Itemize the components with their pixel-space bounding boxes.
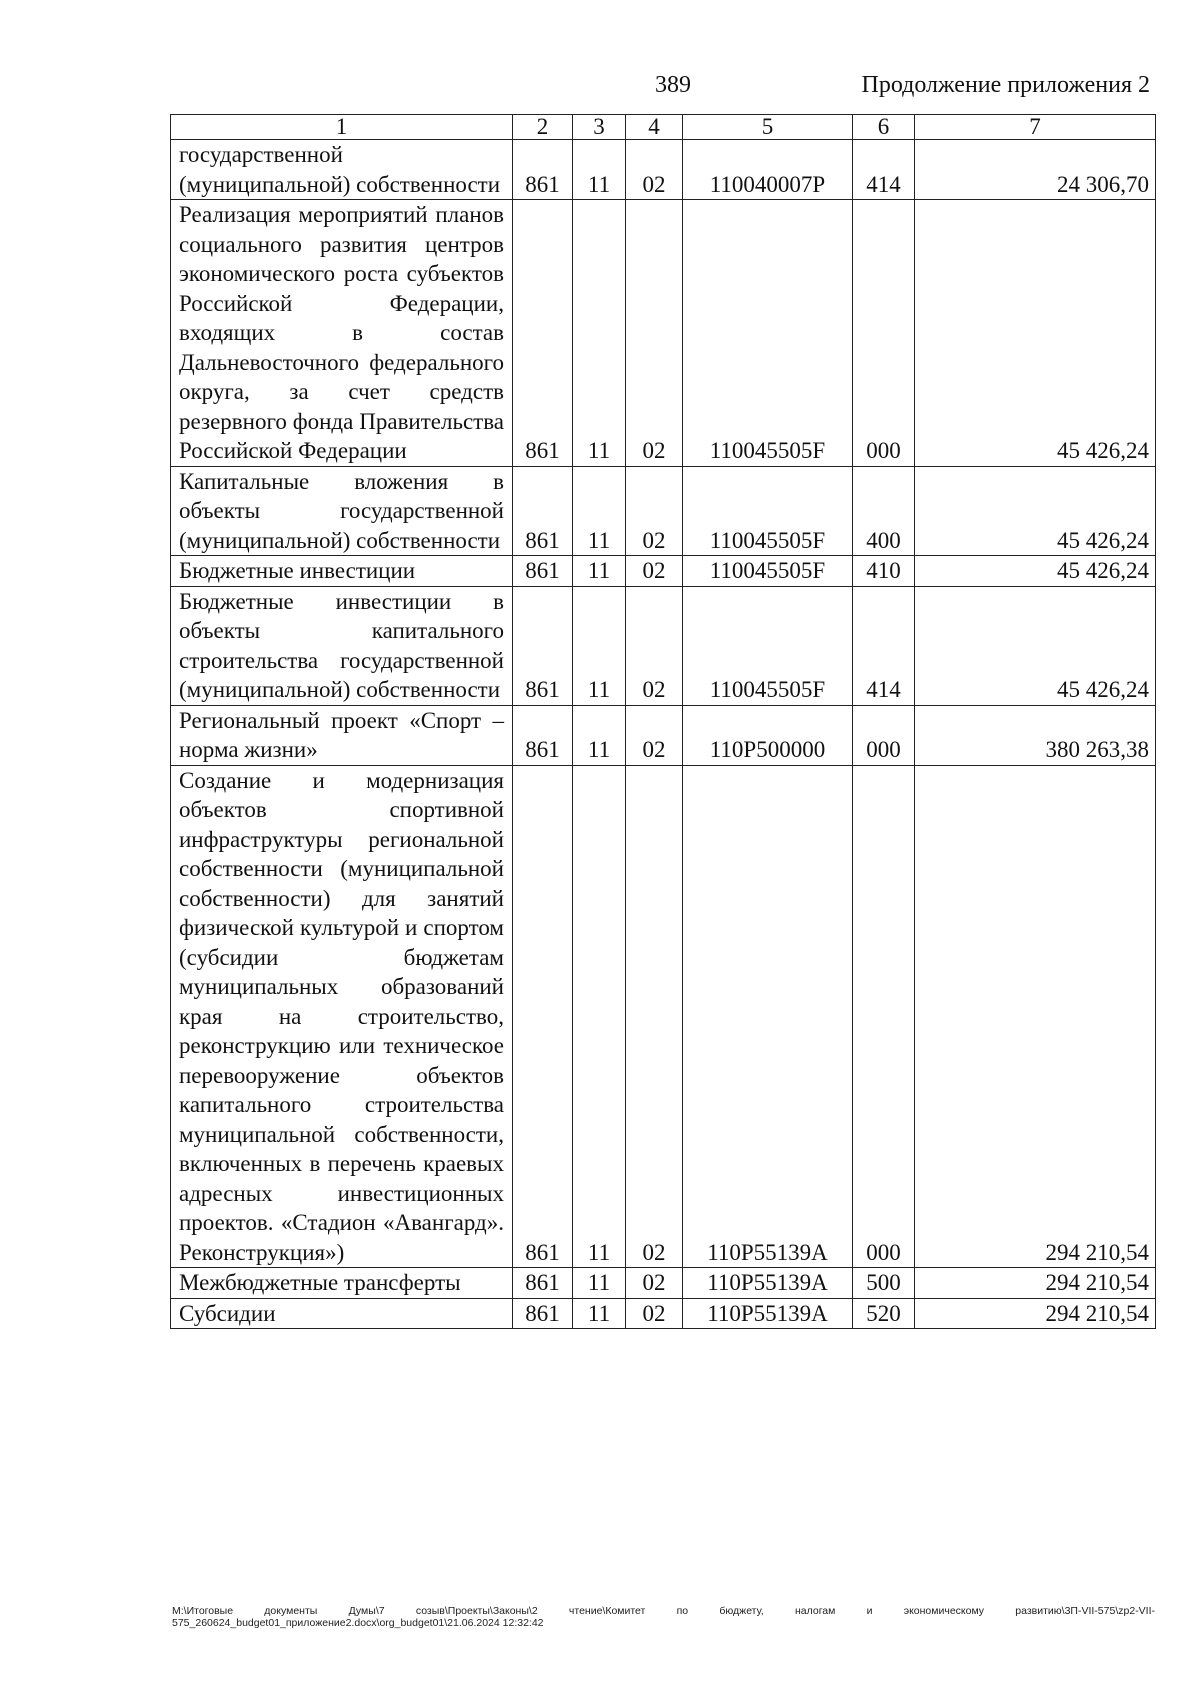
cell-expense-type: 400 bbox=[853, 466, 915, 556]
cell-amount: 294 210,54 bbox=[915, 765, 1156, 1268]
document-file-path-footer: M:\Итоговые документы Думы\7 созыв\Проекты\Законы\2 чтение\Комитет по бюджету, налогам и экономическому развитию\3П-VII-575\zp2-VII-575_260624_budget01_приложение2.docx\org_budget01\21.06.2024 12:32:42 bbox=[172, 1605, 1155, 1629]
row-name: Бюджетные инвестиции bbox=[171, 556, 513, 587]
cell-section: 11 bbox=[573, 140, 626, 200]
cell-section: 11 bbox=[573, 705, 626, 765]
cell-target-article: 110045505F bbox=[683, 466, 853, 556]
cell-section: 11 bbox=[573, 466, 626, 556]
cell-amount: 380 263,38 bbox=[915, 705, 1156, 765]
cell-amount: 45 426,24 bbox=[915, 466, 1156, 556]
table-row bbox=[171, 140, 1156, 200]
cell-target-article: 110045505F bbox=[683, 200, 853, 467]
cell-expense-type: 410 bbox=[853, 556, 915, 587]
cell-expense-type: 000 bbox=[853, 705, 915, 765]
cell-amount: 294 210,54 bbox=[915, 1298, 1156, 1329]
table-row bbox=[171, 556, 1156, 587]
cell-ministry-code: 861 bbox=[513, 556, 573, 587]
table-row bbox=[171, 1298, 1156, 1329]
cell-subsection: 02 bbox=[626, 1268, 683, 1299]
table-row bbox=[171, 200, 1156, 467]
table-header-row bbox=[171, 115, 1156, 140]
column-header: 3 bbox=[573, 115, 626, 140]
table-row bbox=[171, 586, 1156, 705]
cell-ministry-code: 861 bbox=[513, 765, 573, 1268]
cell-subsection: 02 bbox=[626, 705, 683, 765]
cell-ministry-code: 861 bbox=[513, 1298, 573, 1329]
cell-section: 11 bbox=[573, 1298, 626, 1329]
cell-expense-type: 000 bbox=[853, 765, 915, 1268]
cell-target-article: 110045505F bbox=[683, 586, 853, 705]
column-header: 7 bbox=[915, 115, 1156, 140]
column-header: 2 bbox=[513, 115, 573, 140]
page-number: 389 bbox=[655, 72, 691, 98]
cell-amount: 24 306,70 bbox=[915, 140, 1156, 200]
cell-expense-type: 000 bbox=[853, 200, 915, 467]
cell-ministry-code: 861 bbox=[513, 705, 573, 765]
cell-target-article: 110P500000 bbox=[683, 705, 853, 765]
row-name: государственной (муниципальной) собственности bbox=[171, 140, 513, 200]
cell-subsection: 02 bbox=[626, 140, 683, 200]
cell-ministry-code: 861 bbox=[513, 586, 573, 705]
cell-amount: 294 210,54 bbox=[915, 1268, 1156, 1299]
appendix-continuation-label: Продолжение приложения 2 bbox=[861, 72, 1150, 98]
cell-subsection: 02 bbox=[626, 556, 683, 587]
cell-section: 11 bbox=[573, 1268, 626, 1299]
cell-target-article: 110045505F bbox=[683, 556, 853, 587]
column-header: 5 bbox=[683, 115, 853, 140]
table-row bbox=[171, 466, 1156, 556]
cell-ministry-code: 861 bbox=[513, 200, 573, 467]
row-name: Межбюджетные трансферты bbox=[171, 1268, 513, 1299]
cell-amount: 45 426,24 bbox=[915, 586, 1156, 705]
cell-amount: 45 426,24 bbox=[915, 200, 1156, 467]
cell-section: 11 bbox=[573, 586, 626, 705]
budget-table bbox=[170, 114, 1156, 1329]
row-name: Реализация мероприятий планов социального развития центров экономического роста субъектов Российской Федерации, входящих в состав Дальневосточного федерального округа, за счет средств резервного фонда Правительства Российской Федерации bbox=[171, 200, 513, 467]
cell-amount: 45 426,24 bbox=[915, 556, 1156, 587]
cell-subsection: 02 bbox=[626, 466, 683, 556]
cell-subsection: 02 bbox=[626, 586, 683, 705]
cell-expense-type: 500 bbox=[853, 1268, 915, 1299]
cell-subsection: 02 bbox=[626, 200, 683, 467]
cell-section: 11 bbox=[573, 556, 626, 587]
column-header: 4 bbox=[626, 115, 683, 140]
cell-ministry-code: 861 bbox=[513, 1268, 573, 1299]
column-header: 1 bbox=[171, 115, 513, 140]
table-row bbox=[171, 705, 1156, 765]
cell-section: 11 bbox=[573, 765, 626, 1268]
cell-target-article: 110040007P bbox=[683, 140, 853, 200]
table-row bbox=[171, 765, 1156, 1268]
cell-expense-type: 520 bbox=[853, 1298, 915, 1329]
row-name: Создание и модернизация объектов спортивной инфраструктуры региональной собственности (муниципальной собственности) для занятий физической культурой и спортом (субсидии бюджетам муниципальных образований края на строительство, реконструкцию или техническое перевооружение объектов капитального строительства муниципальной собственности, включенных в перечень краевых адресных инвестиционных проектов. «Стадион «Авангард». Реконструкция») bbox=[171, 765, 513, 1268]
row-name: Субсидии bbox=[171, 1298, 513, 1329]
column-header: 6 bbox=[853, 115, 915, 140]
row-name: Бюджетные инвестиции в объекты капитального строительства государственной (муниципальной) собственности bbox=[171, 586, 513, 705]
cell-expense-type: 414 bbox=[853, 586, 915, 705]
cell-subsection: 02 bbox=[626, 1298, 683, 1329]
cell-target-article: 110P55139A bbox=[683, 765, 853, 1268]
cell-subsection: 02 bbox=[626, 765, 683, 1268]
cell-target-article: 110P55139A bbox=[683, 1268, 853, 1299]
row-name: Региональный проект «Спорт – норма жизни» bbox=[171, 705, 513, 765]
cell-target-article: 110P55139A bbox=[683, 1298, 853, 1329]
cell-expense-type: 414 bbox=[853, 140, 915, 200]
row-name: Капитальные вложения в объекты государственной (муниципальной) собственности bbox=[171, 466, 513, 556]
table-row bbox=[171, 1268, 1156, 1299]
cell-ministry-code: 861 bbox=[513, 140, 573, 200]
cell-ministry-code: 861 bbox=[513, 466, 573, 556]
cell-section: 11 bbox=[573, 200, 626, 467]
